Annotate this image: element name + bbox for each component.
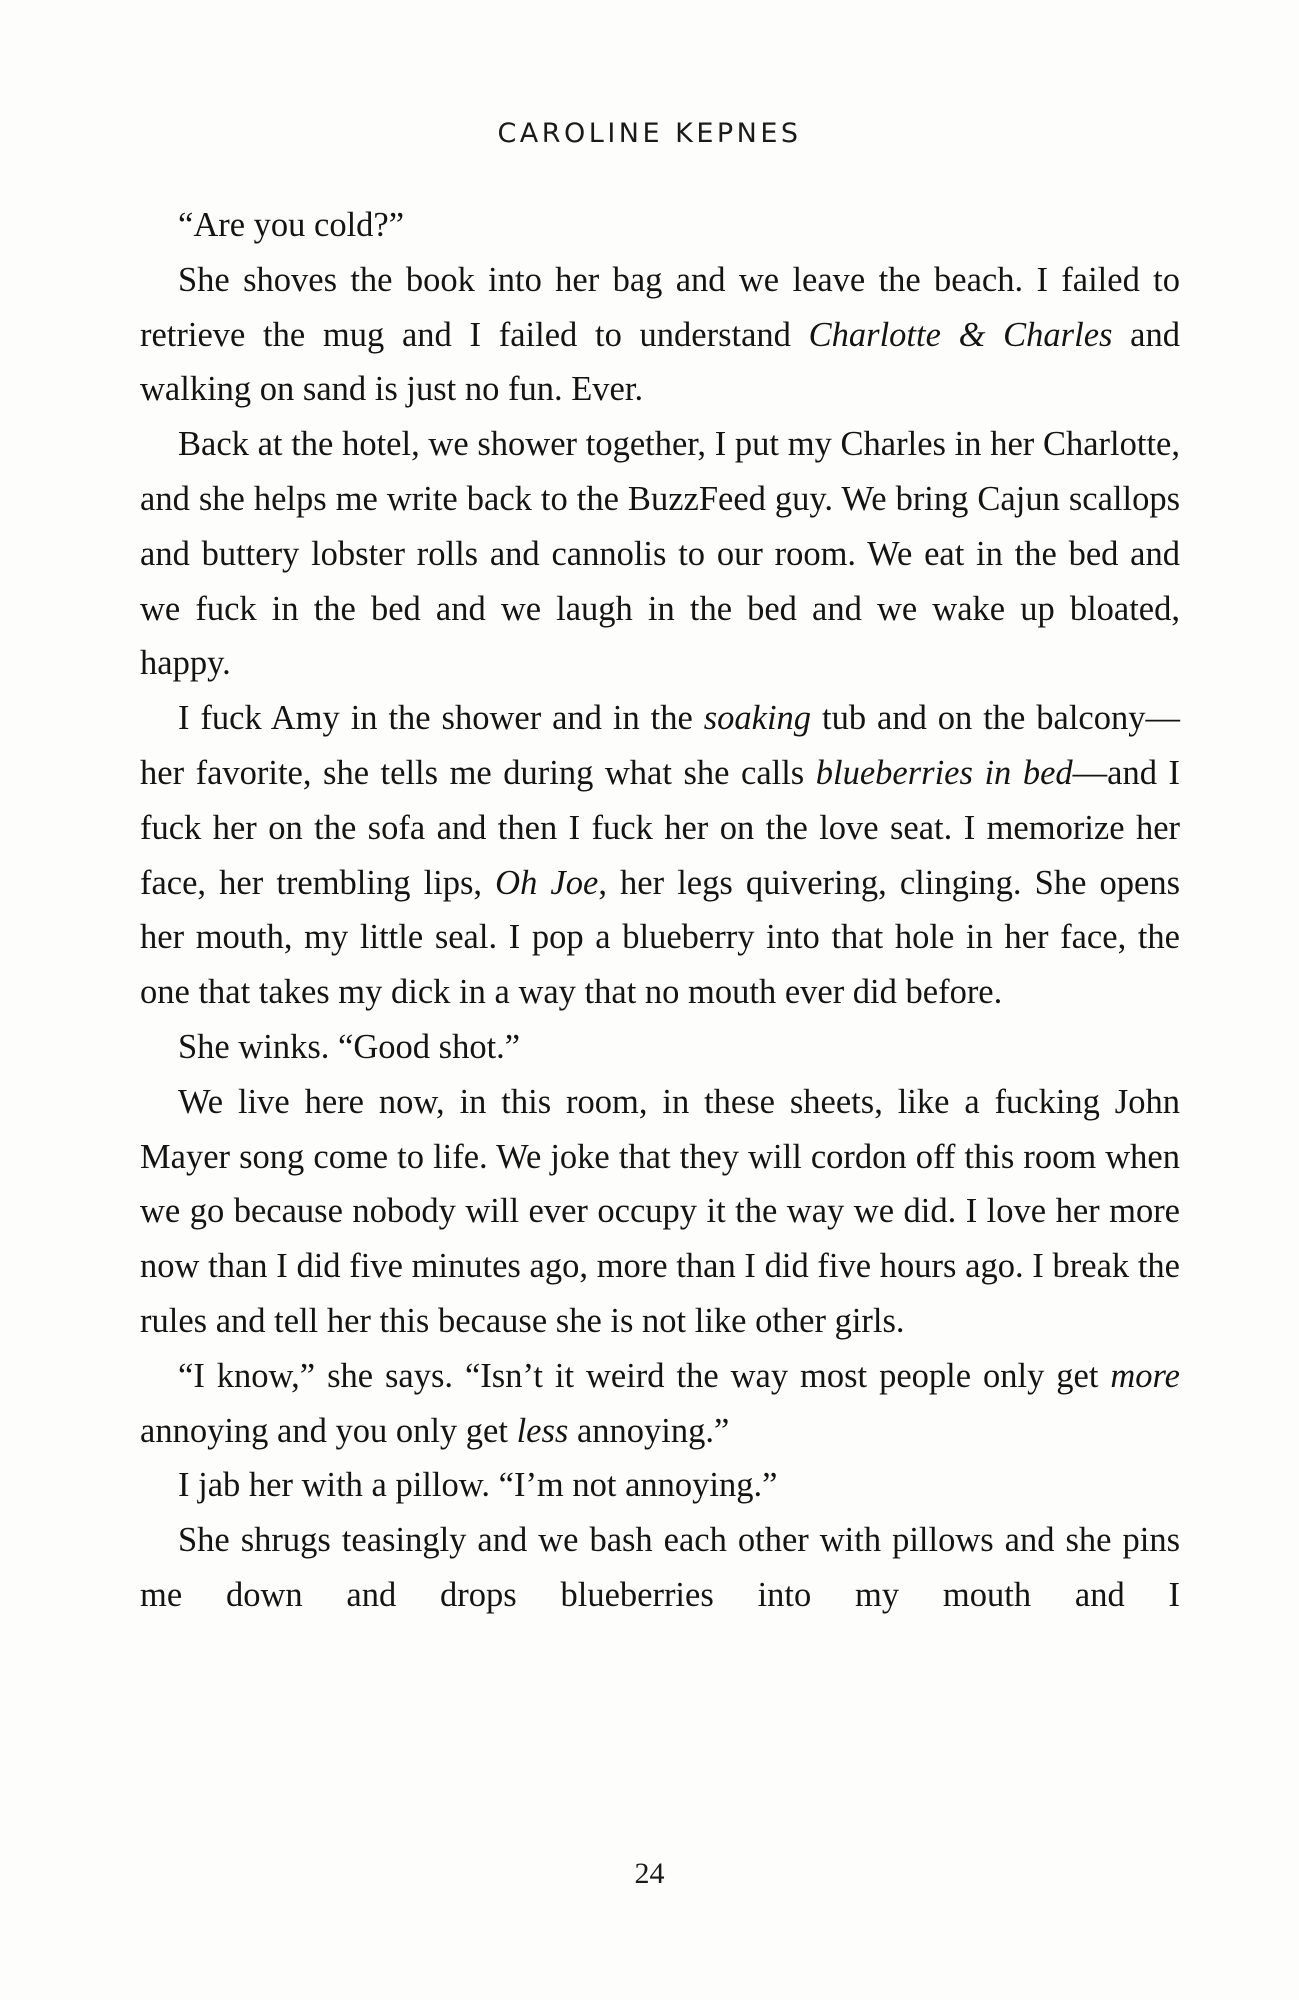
paragraph	[140, 691, 1180, 1020]
paragraph	[140, 1458, 1180, 1513]
paragraph	[140, 198, 1180, 253]
page-number: 24	[634, 1857, 665, 1890]
running-head: CAROLINE KEPNES	[497, 118, 802, 149]
text-run: tub and on the balcony—her favorite, she tells me during what she calls	[140, 699, 1180, 792]
text-run: —and I fuck her on the sofa and then I fuck her on the love seat. I memorize her face, her trembling lips,	[140, 753, 1180, 902]
paragraph	[140, 417, 1180, 691]
text-run: I jab her with a pillow. “I’m not annoying.”	[178, 1466, 778, 1505]
text-run: annoying and you only get	[140, 1411, 517, 1450]
italic-text: more	[1110, 1356, 1180, 1395]
book-title: Charlotte & Charles	[808, 315, 1113, 354]
paragraph	[140, 1075, 1180, 1349]
text-run: annoying.”	[568, 1411, 730, 1450]
text-run: and walking on sand is just no fun. Ever.	[140, 315, 1180, 409]
text-run: She shoves the book into her bag and we leave the beach. I failed to retrieve the mug and I failed to understand	[140, 260, 1180, 354]
text-run: She winks. “Good shot.”	[178, 1027, 521, 1066]
text-run: Back at the hotel, we shower together, I put my Charles in her Charlotte, and she helps me write back to the BuzzFeed guy. We bring Cajun scallops and buttery lobster rolls and cannolis to our room. We eat in the bed and we fuck in the bed and we laugh in the bed and we wake up bloated, happy.	[140, 425, 1180, 683]
text-run: “Are you cold?”	[178, 206, 405, 244]
italic-text: soaking	[703, 699, 812, 738]
text-run: We live here now, in this room, in these sheets, like a fucking John Mayer song come to life. We joke that they will cordon off this room when we go because nobody will ever occupy it the way we did. I love her more now than I did five minutes ago, more than I did five hours ago. I break the rules and tell her this because she is not like other girls.	[140, 1082, 1180, 1340]
text-run: “I know,” she says. “Isn’t it weird the way most people only get	[178, 1356, 1111, 1395]
paragraph	[140, 1513, 1180, 1623]
text-run: I fuck Amy in the shower and in the	[178, 699, 704, 738]
text-run: She shrugs teasingly and we bash each other with pillows and she pins me down and drops blueberries into my mouth and I	[140, 1521, 1180, 1614]
italic-text: blueberries in bed	[815, 753, 1073, 792]
italic-text: less	[516, 1411, 569, 1450]
italic-text: Oh Joe	[495, 863, 599, 902]
paragraph	[140, 1349, 1180, 1459]
body-text	[140, 198, 1180, 1623]
paragraph	[140, 253, 1180, 417]
paragraph	[140, 1020, 1180, 1075]
text-run: , her legs quivering, clinging. She opens her mouth, my little seal. I pop a blueberry into that hole in her face, the one that takes my dick in a way that no mouth ever did before.	[140, 863, 1180, 1012]
